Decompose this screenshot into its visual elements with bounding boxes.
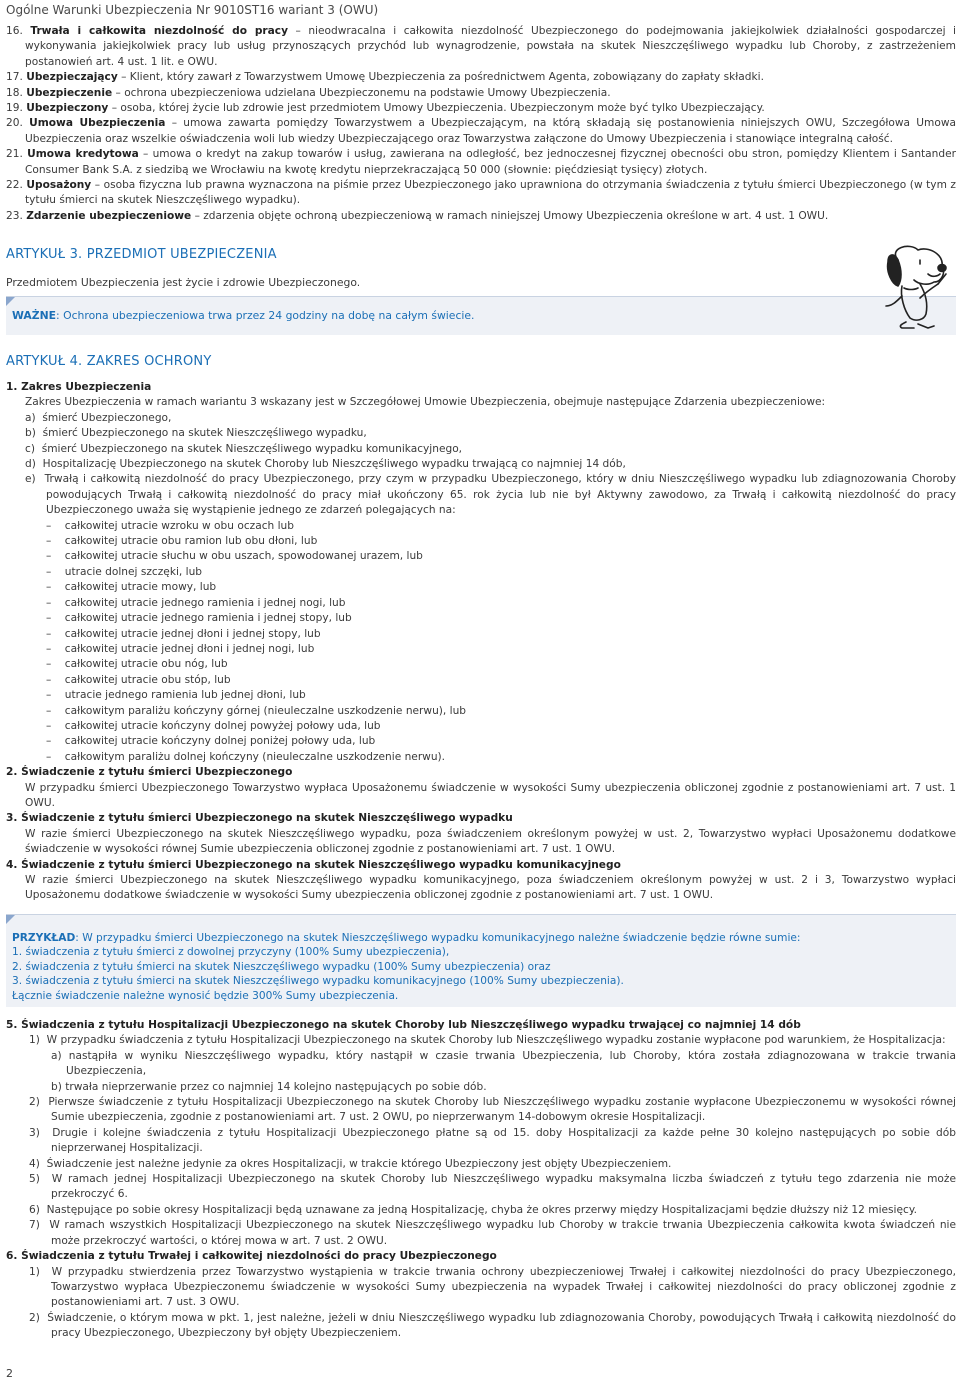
section-1-intro: Zakres Ubezpieczenia w ramach wariantu 3 wskazany jest w Szczegółowej Umowie Ubezpieczenia, obejmuje następujące Zdarzenia ubezpieczeniowe: [25,396,826,409]
section-2-title: 2. Świadczenie z tytułu śmierci Ubezpieczonego [6,766,293,779]
corner-mark-icon [6,915,15,924]
definitions-list [6,24,956,224]
article-4-heading: ARTYKUŁ 4. ZAKRES OCHRONY [6,354,212,369]
section-4-title: 4. Świadczenie z tytułu śmierci Ubezpieczonego na skutek Nieszczęśliwego wypadku komunikacyjnego [6,858,621,871]
definition-23: 23. Zdarzenie ubezpieczeniowe – zdarzenia objęte ochroną ubezpieczeniową w ramach niniejszej Umowy Ubezpieczenia określone w art. 4 ust. 1 OWU. [6,209,829,222]
section-3-text: W razie śmierci Ubezpieczonego na skutek Nieszczęśliwego wypadku, poza świadczeniem określonym powyżej w ust. 2, Towarzystwo wypłaci Uposażonemu dodatkowe świadczenie w wysokości równej Sumie ubezpieczenia obliczonej zgodnie z postanowieniami art. 7 ust. 1 OWU. [25,827,956,856]
list-item: 6) Następujące po sobie okresy Hospitalizacji będą uznawane za jedną Hospitalizację, chyba że okres przerwy między Hospitalizacjami będzie dłuższy niż 12 miesięcy. [29,1203,917,1216]
list-item: 7) W ramach wszystkich Hospitalizacji Ubezpieczonego na skutek Nieszczęśliwego wypadku lub Choroby w trakcie trwania Ubezpieczenia całkowita kwota świadczeń nie może przekroczyć wartości, o której mowa w art. 7 ust. 2 OWU. [29,1219,956,1247]
list-item: 2) Świadczenie, o którym mowa w pkt. 1, jest należne, jeżeli w dniu Nieszczęśliwego wypadku lub zdiagnozowania Choroby, powodujących Trwałą i całkowitą niezdolność do pracy Ubezpieczonego, Ubezpieczony był objęty Ubezpieczeniem. [29,1311,956,1340]
list-item: c) śmierć Ubezpieczonego na skutek Nieszczęśliwego wypadku komunikacyjnego, [25,442,463,455]
dash-item: – całkowitej utracie kończyny dolnej powyżej połowy uda, lub [46,719,381,732]
snoopy-illustration-icon [858,240,950,330]
definition-16: 16. Trwała i całkowita niezdolność do pracy – nieodwracalna i całkowita niezdolność Ubezpieczonego do podejmowania jakiejkolwiek działalności gospodarczej i wykonywania jakiejkolwiek pracy lub usług przynoszących przychód lub wynagrodzenie, powstała na skutek Nieszczęśliwego wypadku lub Choroby, z zastrzeżeniem postanowień art. 4 ust. 1 lit. e OWU. [6,25,956,68]
dash-item: – całkowitym paraliżu dolnej kończyny (nieuleczalne uszkodzenie nerwu). [46,750,446,763]
list-item: d) Hospitalizację Ubezpieczonego na skutek Choroby lub Nieszczęśliwego wypadku trwającą co najmniej 14 dób, [25,458,626,471]
example-label: PRZYKŁAD [12,932,76,944]
dash-item: – całkowitej utracie słuchu w obu uszach, spowodowanej urazem, lub [46,550,423,563]
section-1-title: 1. Zakres Ubezpieczenia [6,381,152,393]
example-line-2: 2. świadczenia z tytułu śmierci na skutek Nieszczęśliwego wypadku (100% Sumy ubezpieczenia) oraz [12,960,551,973]
list-item: 4) Świadczenie jest należne jedynie za okres Hospitalizacji, w trakcie którego Ubezpieczony jest objęty Ubezpieczeniem. [29,1157,672,1170]
definition-20: 20. Umowa Ubezpieczenia – umowa zawarta pomiędzy Towarzystwem a Ubezpieczającym, na którą składają się postanowienia niniejszych OWU, Szczegółowa Umowa Ubezpieczenia oraz wszelkie oświadczenia woli lub wiedzy Ubezpieczającego oraz Towarzystwa załączone do Umowy Ubezpieczenia i stanowiące integralną całość. [6,117,957,145]
section-3-title: 3. Świadczenie z tytułu śmierci Ubezpieczonego na skutek Nieszczęśliwego wypadku [6,812,513,825]
section-6-title: 6. Świadczenia z tytułu Trwałej i całkowitej niezdolności do pracy Ubezpieczonego [6,1250,497,1263]
dash-item: – całkowitej utracie mowy, lub [46,581,217,594]
definition-19: 19. Ubezpieczony – osoba, której życie lub zdrowie jest przedmiotem Umowy Ubezpieczenia. Ubezpieczonym może być tylko Ubezpieczający. [6,102,765,115]
article-3-heading: ARTYKUŁ 3. PRZEDMIOT UBEZPIECZENIA [6,247,277,262]
list-item: 5) W ramach jednej Hospitalizacji Ubezpieczonego na skutek Choroby lub Nieszczęśliwego wypadku maksymalna liczba świadczeń z tytułu tego zdarzenia nie może przekroczyć 6. [29,1173,956,1201]
list-item: b) śmierć Ubezpieczonego na skutek Nieszczęśliwego wypadku, [25,427,367,440]
list-item: 3) Drugie i kolejne świadczenia z tytułu Hospitalizacji Ubezpieczonego płatne są od 15. doby Hospitalizacji za każde pełne 30 kolejno następujących po sobie dób nieprzerwanej Hospitalizacji. [29,1126,956,1155]
dash-item: – całkowitej utracie jednego ramienia i jednej stopy, lub [46,612,352,625]
example-intro: : W przypadku śmierci Ubezpieczonego na skutek Nieszczęśliwego wypadku komunikacyjnego należne świadczenie będzie równe sumie: [75,932,801,944]
notice-text: : Ochrona ubezpieczeniowa trwa przez 24 godziny na dobę na całym świecie. [56,309,475,322]
section-1 [6,380,956,904]
definition-22: 22. Uposażony – osoba fizyczna lub prawna wyznaczona na piśmie przez Ubezpieczonego jako uprawniona do otrzymania świadczenia z tytułu śmierci Ubezpieczonego (w tym z tytułu śmierci na skutek Nieszczęśliwego wypadku). [6,179,956,207]
page-number: 2 [6,1367,13,1380]
example-total: Łącznie świadczenie należne wynosić będzie 300% Sumy ubezpieczenia. [12,989,399,1002]
dash-item: – całkowitym paraliżu kończyny górnej (nieuleczalne uszkodzenie nerwu), lub [46,704,467,717]
dash-item: – całkowitej utracie wzroku w obu oczach lub [46,519,294,532]
corner-mark-icon [6,297,15,306]
dash-item: – całkowitej utracie kończyny dolnej poniżej połowy uda, lub [46,735,376,748]
list-item: 1) W przypadku stwierdzenia przez Towarzystwo wystąpienia w trakcie trwania ochrony ubezpieczeniowej Trwałej i całkowitej niezdolności do pracy Ubezpieczonego, Towarzystwo wypłaca Ubezpieczonemu świadczenie w wysokości Sumy ubezpieczenia na wypadek Trwałej i całkowitej niezdolności do pracy obliczonej zgodnie z postanowieniami art. 7 ust. 3 OWU. [29,1265,956,1309]
example-box [6,914,956,1007]
dash-item: – całkowitej utracie jednej dłoni i jednej stopy, lub [46,627,321,640]
document-header: Ogólne Warunki Ubezpieczenia Nr 9010ST16 wariant 3 (OWU) [6,3,379,17]
example-line-1: 1. świadczenia z tytułu śmierci z dowolnej przyczyny (100% Sumy ubezpieczenia), [12,946,450,959]
article-3-text: Przedmiotem Ubezpieczenia jest życie i zdrowie Ubezpieczonego. [6,276,361,289]
section-2-text: W przypadku śmierci Ubezpieczonego Towarzystwo wypłaca Uposażonemu świadczenie w wysokości Sumy ubezpieczenia obliczonej zgodnie z postanowieniami art. 7 ust. 1 OWU. [25,781,956,809]
notice-label: WAŻNE [12,309,57,322]
dash-item: – całkowitej utracie jednego ramienia i jednej nogi, lub [46,596,346,609]
list-item: 1) W przypadku świadczenia z tytułu Hospitalizacji Ubezpieczonego na skutek Choroby lub Nieszczęśliwego wypadku zostanie wypłacone pod warunkiem, że Hospitalizacja: [29,1034,946,1047]
list-item: e) Trwałą i całkowitą niezdolność do pracy Ubezpieczonego, przy czym w przypadku Ubezpieczonego, który w dniu Nieszczęśliwego wypadku lub zdiagnozowania Choroby powodujących Trwałą i całkowitą niezdolność do pracy miał ukończony 65. rok życia lub nie był Aktywny zawodowo, za Trwałą i całkowitą niezdolność do pracy Ubezpieczonego uważa się wystąpienie jednego ze zdarzeń polegających na: [25,473,956,517]
example-line-3: 3. świadczenia z tytułu śmierci na skutek Nieszczęśliwego wypadku komunikacyjnego (100% Sumy ubezpieczenia). [12,975,624,988]
definition-21: 21. Umowa kredytowa – umowa o kredyt na zakup towarów i usług, zawierana na odległość, bez jednoczesnej fizycznej obecności obu stron, pomiędzy Klientem i Santander Consumer Bank S.A. z siedzibą we Wrocławiu na kwotę kredytu nieprzekraczającą 50 000 (słownie: pięćdziesiąt tysięcy) złotych. [6,148,956,176]
dash-item: – całkowitej utracie obu ramion lub obu dłoni, lub [46,535,318,548]
list-item: 2) Pierwsze świadczenie z tytułu Hospitalizacji Ubezpieczonego na skutek Choroby lub Nieszczęśliwego wypadku zostanie wypłacone Ubezpieczonemu w wysokości równej Sumie ubezpieczenia, zgodnie z postanowieniami art. 7 ust. 2 OWU, po nieprzerwanym 14-dobowym okresie Hospitalizacji. [29,1096,956,1124]
definition-18: 18. Ubezpieczenie – ochrona ubezpieczeniowa udzielana Ubezpieczonemu na podstawie Umowy Ubezpieczenia. [6,86,611,99]
dash-item: – całkowitej utracie obu nóg, lub [46,658,228,671]
list-item: a) nastąpiła w wyniku Nieszczęśliwego wypadku, który nastąpił w czasie trwania Ubezpieczenia, lub Choroby, która została zdiagnozowana w trakcie trwania Ubezpieczenia, [51,1049,956,1078]
list-item: a) śmierć Ubezpieczonego, [25,411,172,424]
section-5-title: 5. Świadczenia z tytułu Hospitalizacji Ubezpieczonego na skutek Choroby lub Nieszczęśliwego wypadku trwającej co najmniej 14 dób [6,1019,801,1031]
dash-item: – utracie dolnej szczęki, lub [46,565,203,578]
definition-17: 17. Ubezpieczający – Klient, który zawarł z Towarzystwem Umowę Ubezpieczenia za pośrednictwem Agenta, zobowiązany do zapłaty składki. [6,71,764,84]
important-notice [6,296,956,335]
section-5 [6,1018,956,1342]
dash-item: – całkowitej utracie obu stóp, lub [46,673,231,686]
section-4-text: W razie śmierci Ubezpieczonego na skutek Nieszczęśliwego wypadku komunikacyjnego, poza świadczeniem określonym powyżej w ust. 2 i 3, Towarzystwo wypłaci Uposażonemu dodatkowe świadczenie w wysokości Sumy ubezpieczenia obliczonej zgodnie z postanowieniami art. 7 ust. 1 OWU. [25,874,956,902]
list-item: b) trwała nieprzerwanie przez co najmniej 14 kolejno następujących po sobie dób. [51,1080,487,1093]
dash-item: – całkowitej utracie jednej dłoni i jednej nogi, lub [46,642,315,655]
dash-item: – utracie jednego ramienia lub jednej dłoni, lub [46,689,306,702]
